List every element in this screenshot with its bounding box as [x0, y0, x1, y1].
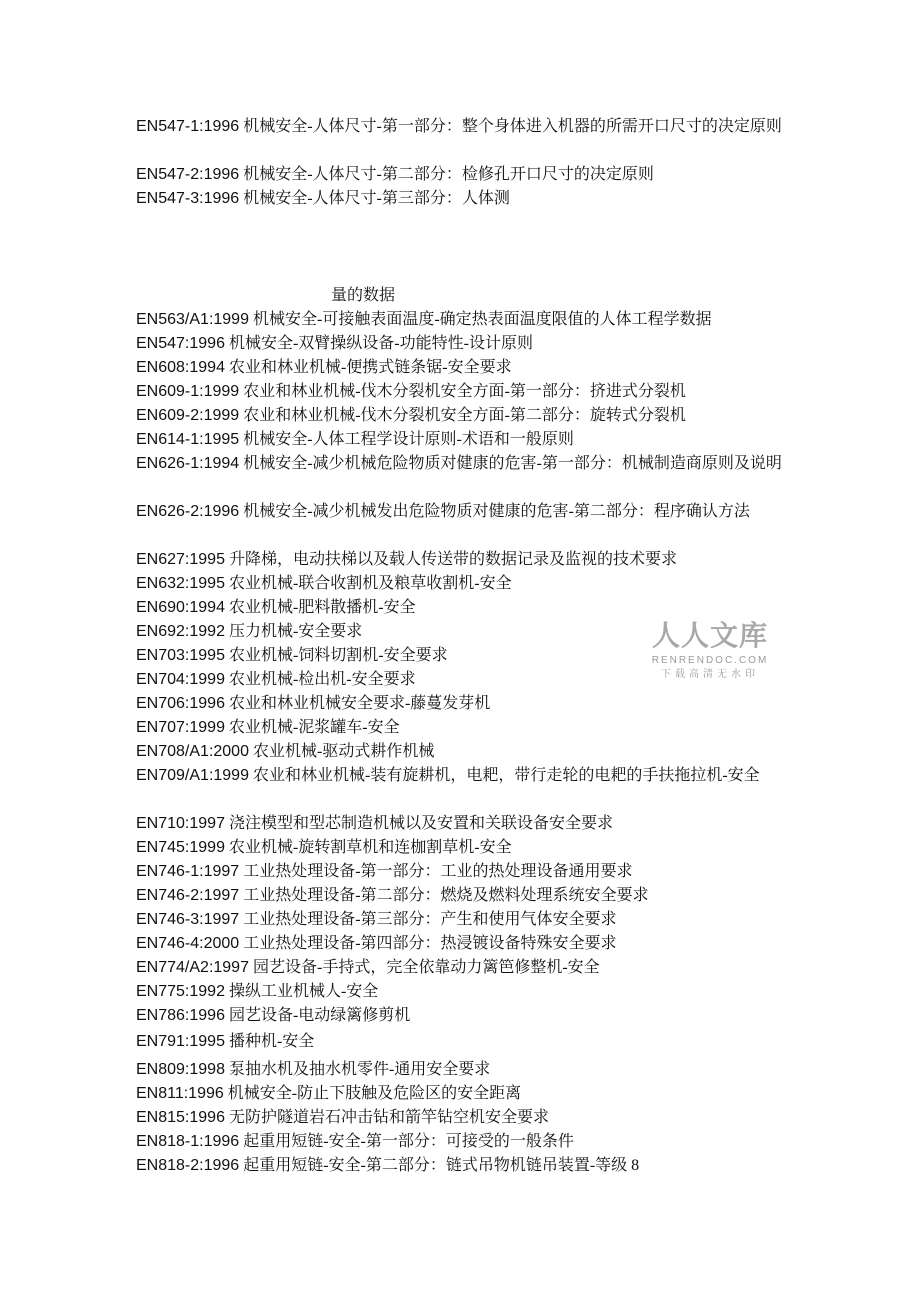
standard-title: 浇注模型和型芯制造机械以及安置和关联设备安全要求 [228, 815, 613, 832]
standard-entry [136, 932, 786, 956]
standard-code: EN774/A2:1997 [136, 959, 249, 976]
standard-entry [136, 1130, 786, 1154]
standard-code: EN609-1:1999 [136, 383, 240, 400]
standard-code: EN704:1999 [136, 671, 225, 688]
standard-title: 播种机-安全 [228, 1033, 315, 1050]
standard-entry [136, 1154, 786, 1178]
standard-title: 农业和林业机械安全要求-藤蔓发芽机 [228, 695, 491, 712]
standard-entry [136, 380, 786, 404]
standard-title: 机械安全-防止下肢触及危险区的安全距离 [227, 1085, 522, 1102]
standard-code: EN626-2:1996 [136, 503, 240, 520]
standard-entry [136, 356, 786, 380]
standard-entry [136, 764, 786, 788]
standard-code: EN609-2:1999 [136, 407, 240, 424]
standard-code: EN706:1996 [136, 695, 225, 712]
standard-code: EN710:1997 [136, 815, 225, 832]
standard-entry [136, 163, 786, 187]
standard-title: 压力机械-安全要求 [228, 623, 363, 640]
standard-title: 农业机械-驱动式耕作机械 [252, 743, 435, 760]
standard-entry [136, 1106, 786, 1130]
standard-entry [136, 500, 786, 524]
watermark [646, 620, 774, 682]
standard-title: 农业和林业机械-装有旋耕机，电耙，带行走轮的电耙的手扶拖拉机-安全 [252, 767, 760, 784]
standard-entry [136, 572, 786, 596]
standard-title: 农业机械-泥浆罐车-安全 [228, 719, 400, 736]
standard-entry [136, 332, 786, 356]
standard-entry [136, 596, 786, 620]
standard-entry [136, 980, 786, 1004]
standard-title: 机械安全-人体工程学设计原则-术语和一般原则 [243, 431, 574, 448]
standard-title: 工业热处理设备-第三部分：产生和使用气体安全要求 [243, 911, 617, 928]
standard-entry [136, 308, 786, 332]
standard-code: EN791:1995 [136, 1033, 225, 1050]
watermark-title: 人人文库 [651, 619, 768, 652]
standard-entry [136, 1004, 786, 1028]
standard-entry [136, 908, 786, 932]
standard-code: EN690:1994 [136, 599, 225, 616]
standard-entry [136, 548, 786, 572]
standard-title: 园艺设备-手持式，完全依靠动力篱笆修整机-安全 [252, 959, 600, 976]
standard-title: 工业热处理设备-第一部分：工业的热处理设备通用要求 [243, 863, 633, 880]
standard-title: 工业热处理设备-第二部分：燃烧及燃料处理系统安全要求 [243, 887, 649, 904]
standard-code: EN626-1:1994 [136, 455, 240, 472]
standard-title: 农业机械-旋转割草机和连枷割草机-安全 [228, 839, 512, 856]
standard-code: EN709/A1:1999 [136, 767, 249, 784]
standard-code: EN746-2:1997 [136, 887, 240, 904]
standard-title: 农业和林业机械-便携式链条锯-安全要求 [228, 359, 512, 376]
standard-title: 工业热处理设备-第四部分：热浸镀设备特殊安全要求 [243, 935, 617, 952]
standard-title: 机械安全-可接触表面温度-确定热表面温度限值的人体工程学数据 [252, 311, 712, 328]
standard-code: EN547-3:1996 [136, 190, 240, 207]
standard-code: EN692:1992 [136, 623, 225, 640]
standard-entry [136, 716, 786, 740]
standard-code: EN775:1992 [136, 983, 225, 1000]
standard-title: 农业和林业机械-伐木分裂机安全方面-第二部分：旋转式分裂机 [243, 407, 686, 424]
standard-code: EN809:1998 [136, 1061, 225, 1078]
standard-title: 升降梯，电动扶梯以及载人传送带的数据记录及监视的技术要求 [228, 551, 677, 568]
standard-title: 农业和林业机械-伐木分裂机安全方面-第一部分：挤进式分裂机 [243, 383, 686, 400]
standard-entry [136, 812, 786, 836]
standard-entry [136, 884, 786, 908]
standard-entry [136, 740, 786, 764]
standard-code: EN746-4:2000 [136, 935, 240, 952]
standard-entry [136, 452, 786, 476]
standard-code: EN815:1996 [136, 1109, 225, 1126]
standard-code: EN786:1996 [136, 1007, 225, 1024]
standard-title: 机械安全-双臂操纵设备-功能特性-设计原则 [228, 335, 533, 352]
standard-title: 无防护隧道岩石冲击钻和箭竿钻空机安全要求 [228, 1109, 549, 1126]
standard-title: 泵抽水机及抽水机零件-通用安全要求 [228, 1061, 491, 1078]
standard-title: 机械安全-减少机械危险物质对健康的危害-第一部分：机械制造商原则及说明 [243, 455, 782, 472]
standard-title: 机械安全-人体尺寸-第二部分：检修孔开口尺寸的决定原则 [243, 166, 654, 183]
standard-code: EN746-1:1997 [136, 863, 240, 880]
standard-code: EN627:1995 [136, 551, 225, 568]
standard-title: 操纵工业机械人-安全 [228, 983, 379, 1000]
standard-title: 机械安全-减少机械发出危险物质对健康的危害-第二部分：程序确认方法 [243, 503, 750, 520]
standard-entry [136, 1058, 786, 1082]
standard-code: EN703:1995 [136, 647, 225, 664]
standard-code: EN818-2:1996 [136, 1157, 240, 1174]
standard-code: EN632:1995 [136, 575, 225, 592]
standard-code: EN547-2:1996 [136, 166, 240, 183]
standard-title: 机械安全-人体尺寸-第一部分：整个身体进入机器的所需开口尺寸的决定原则 [243, 118, 782, 135]
standard-title: 农业机械-饲料切割机-安全要求 [228, 647, 448, 664]
standard-entry [136, 428, 786, 452]
standard-title: 园艺设备-电动绿篱修剪机 [228, 1007, 411, 1024]
standard-title: 起重用短链-安全-第一部分：可接受的一般条件 [243, 1133, 574, 1150]
standard-title: 农业机械-联合收割机及粮草收割机-安全 [228, 575, 512, 592]
continuation-text: 量的数据 [331, 287, 396, 304]
standard-code: EN608:1994 [136, 359, 225, 376]
standard-code: EN745:1999 [136, 839, 225, 856]
standard-code: EN547:1996 [136, 335, 225, 352]
standard-code: EN547-1:1996 [136, 118, 240, 135]
standard-title: 起重用短链-安全-第二部分：链式吊物机链吊装置-等级 8 [243, 1157, 640, 1174]
watermark-subtitle: 下载高清无水印 [661, 669, 759, 680]
standard-entry [136, 187, 786, 211]
standard-title: 机械安全-人体尺寸-第三部分：人体测 [243, 190, 510, 207]
standard-code: EN818-1:1996 [136, 1133, 240, 1150]
standard-code: EN746-3:1997 [136, 911, 240, 928]
standard-entry [136, 404, 786, 428]
standard-entry [136, 860, 786, 884]
watermark-url: RENRENDOC.COM [651, 655, 769, 666]
standard-entry [136, 692, 786, 716]
standard-entry [136, 836, 786, 860]
standard-title: 农业机械-肥料散播机-安全 [228, 599, 416, 616]
standard-entry [136, 115, 786, 139]
standard-code: EN614-1:1995 [136, 431, 240, 448]
standard-entry [136, 1082, 786, 1106]
standard-code: EN707:1999 [136, 719, 225, 736]
standard-entry [136, 956, 786, 980]
standard-code: EN563/A1:1999 [136, 311, 249, 328]
standard-title: 农业机械-检出机-安全要求 [228, 671, 416, 688]
standard-entry [136, 1030, 786, 1054]
standard-code: EN708/A1:2000 [136, 743, 249, 760]
standard-code: EN811:1996 [136, 1085, 224, 1102]
